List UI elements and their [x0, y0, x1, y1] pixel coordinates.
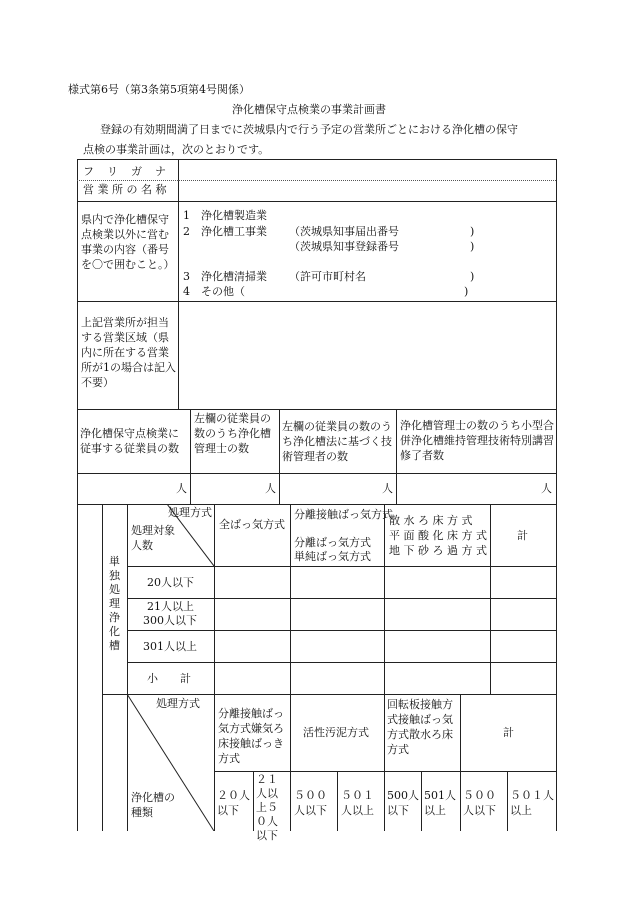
col-separate-aeration: 分離ばっ気方式	[294, 536, 371, 549]
other-business-label: 県内で浄化槽保守点検業以外に営む事業の内容（番号を〇で囲むこと。）	[81, 213, 175, 271]
sub-501-over-b: 501人以上	[424, 789, 456, 817]
manager-count-header: 左欄の従業員の数のうち浄化槽管理士の数	[194, 412, 271, 455]
col-sand: 地 下 砂 ろ 過 方 式	[389, 544, 487, 557]
col-full-aeration: 全ばっ気方式	[219, 518, 285, 531]
sub-21-50: ２１人以上５０人以下	[256, 773, 278, 842]
method-label: 処理方式	[168, 506, 212, 519]
technical-manager-header: 左欄の従業員の数のうち浄化槽法に基づく技術管理者の数	[282, 420, 392, 463]
notification-number-label: （茨城県知事届出番号	[289, 225, 399, 238]
sub-501-over: ５０１人以上	[341, 789, 374, 817]
permit-municipality-label: （許可市町村名	[289, 270, 366, 283]
technical-unit: 人	[382, 482, 393, 495]
business-item-1[interactable]: 1 浄化槽製造業	[183, 209, 267, 222]
registration-number-label: （茨城県知事登録番号	[289, 240, 399, 253]
col-separate-contact: 分離接触ばっ気方式	[294, 508, 393, 521]
furigana-label: フ リ ガ ナ	[83, 165, 167, 178]
row-300-under: 300人以下	[143, 614, 197, 627]
group-rotating: 回転板接触方式接触ばっ気方式散水ろ床方式	[387, 698, 453, 756]
business-item-4[interactable]: 4 その他（	[183, 285, 245, 298]
method-label-2: 処理方式	[156, 697, 200, 710]
single-treatment-label: 単独処理浄化槽	[109, 555, 120, 652]
business-item-2[interactable]: 2 浄化槽工事業	[183, 225, 267, 238]
furigana-field[interactable]	[183, 162, 551, 178]
row-301-over: 301人以上	[143, 640, 197, 653]
close-paren: )	[470, 225, 475, 238]
close-paren: )	[470, 270, 475, 283]
type-label: 浄化槽の種類	[131, 791, 175, 819]
page-title: 浄化槽保守点検業の事業計画書	[232, 103, 386, 116]
row-20-under: 20人以下	[147, 576, 194, 589]
business-item-3[interactable]: 3 浄化槽清掃業	[183, 270, 267, 283]
office-name-field[interactable]	[183, 183, 551, 199]
close-paren: )	[464, 285, 469, 298]
intro-line-2: 点検の事業計画は，次のとおりです。	[83, 143, 270, 156]
staff-unit: 人	[176, 482, 187, 495]
col-trickling: 散 水 ろ 床 方 式	[389, 514, 473, 527]
sub-501-over-c: ５０１人以上	[510, 789, 554, 817]
group-separate-contact: 分離接触ばっ気方式嫌気ろ床接触ばっき方式	[218, 707, 284, 765]
special-unit: 人	[541, 482, 552, 495]
manager-unit: 人	[265, 482, 276, 495]
form-number: 様式第6号（第3条第5項第4号関係）	[68, 83, 250, 96]
intro-line-1: 登録の有効期間満了日までに茨城県内で行う予定の営業所ごとにおける浄化槽の保守	[100, 123, 518, 136]
col-total: 計	[517, 529, 528, 542]
close-paren: )	[470, 240, 475, 253]
row-21-over: 21人以上	[147, 600, 194, 613]
service-area-label: 上記営業所が担当する営業区域（県内に所在する営業所が1の場合は記入不要）	[81, 316, 176, 389]
target-label: 処理対象人数	[131, 524, 175, 552]
sub-20-under: ２０人以下	[217, 789, 250, 817]
row-subtotal: 小 計	[147, 672, 191, 685]
group-activated-sludge: 活性汚泥方式	[303, 726, 369, 739]
office-name-label: 営 業 所 の 名 称	[83, 183, 167, 196]
staff-count-header: 浄化槽保守点検業に従事する従業員の数	[80, 427, 179, 455]
sub-500-under-c: ５００人以下	[463, 789, 496, 817]
group-total: 計	[503, 726, 514, 739]
col-planar: 平 面 酸 化 床 方 式	[389, 529, 487, 542]
service-area-field[interactable]	[183, 306, 551, 404]
sub-500-under-b: 500人以下	[387, 789, 419, 817]
col-simple-aeration: 単純ばっ気方式	[294, 550, 371, 563]
special-course-header: 浄化槽管理士の数のうち小型合併浄化槽維持管理技術特別講習修了者数	[400, 419, 554, 462]
sub-500-under: ５００人以下	[294, 789, 327, 817]
